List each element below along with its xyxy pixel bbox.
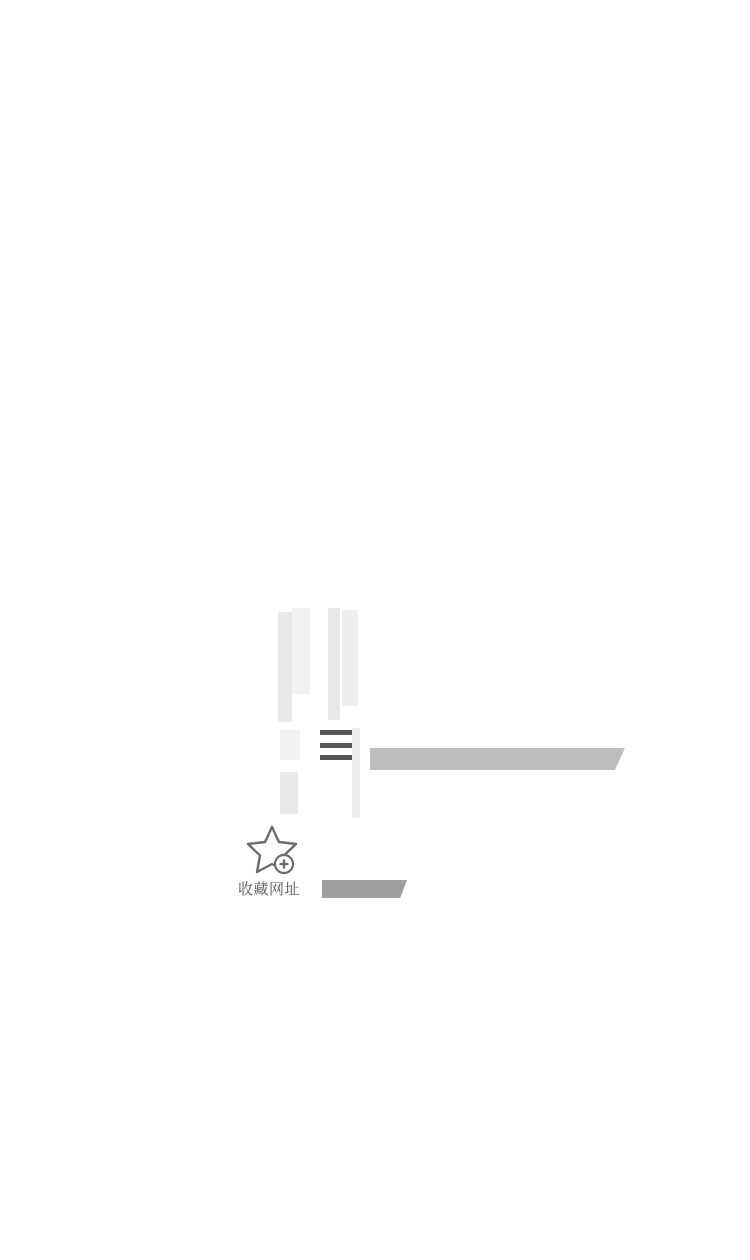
- hamburger-menu-icon[interactable]: [320, 730, 352, 760]
- menu-bar-top: [320, 730, 352, 735]
- ghost-bar-2: [292, 608, 310, 694]
- ghost-bar-3: [328, 608, 340, 720]
- menu-bar-middle: [320, 743, 352, 748]
- star-plus-icon[interactable]: [246, 824, 300, 876]
- content-strip-main: [370, 748, 625, 770]
- ghost-bar-4: [342, 610, 358, 706]
- menu-bar-bottom: [320, 755, 352, 760]
- bookmark-label: 收藏网址: [238, 881, 301, 898]
- content-strip-secondary: [322, 880, 407, 898]
- ghost-bar-7: [352, 728, 360, 818]
- ghost-bar-5: [280, 730, 300, 760]
- ghost-bar-1: [278, 612, 292, 722]
- ghost-bar-6: [280, 772, 298, 814]
